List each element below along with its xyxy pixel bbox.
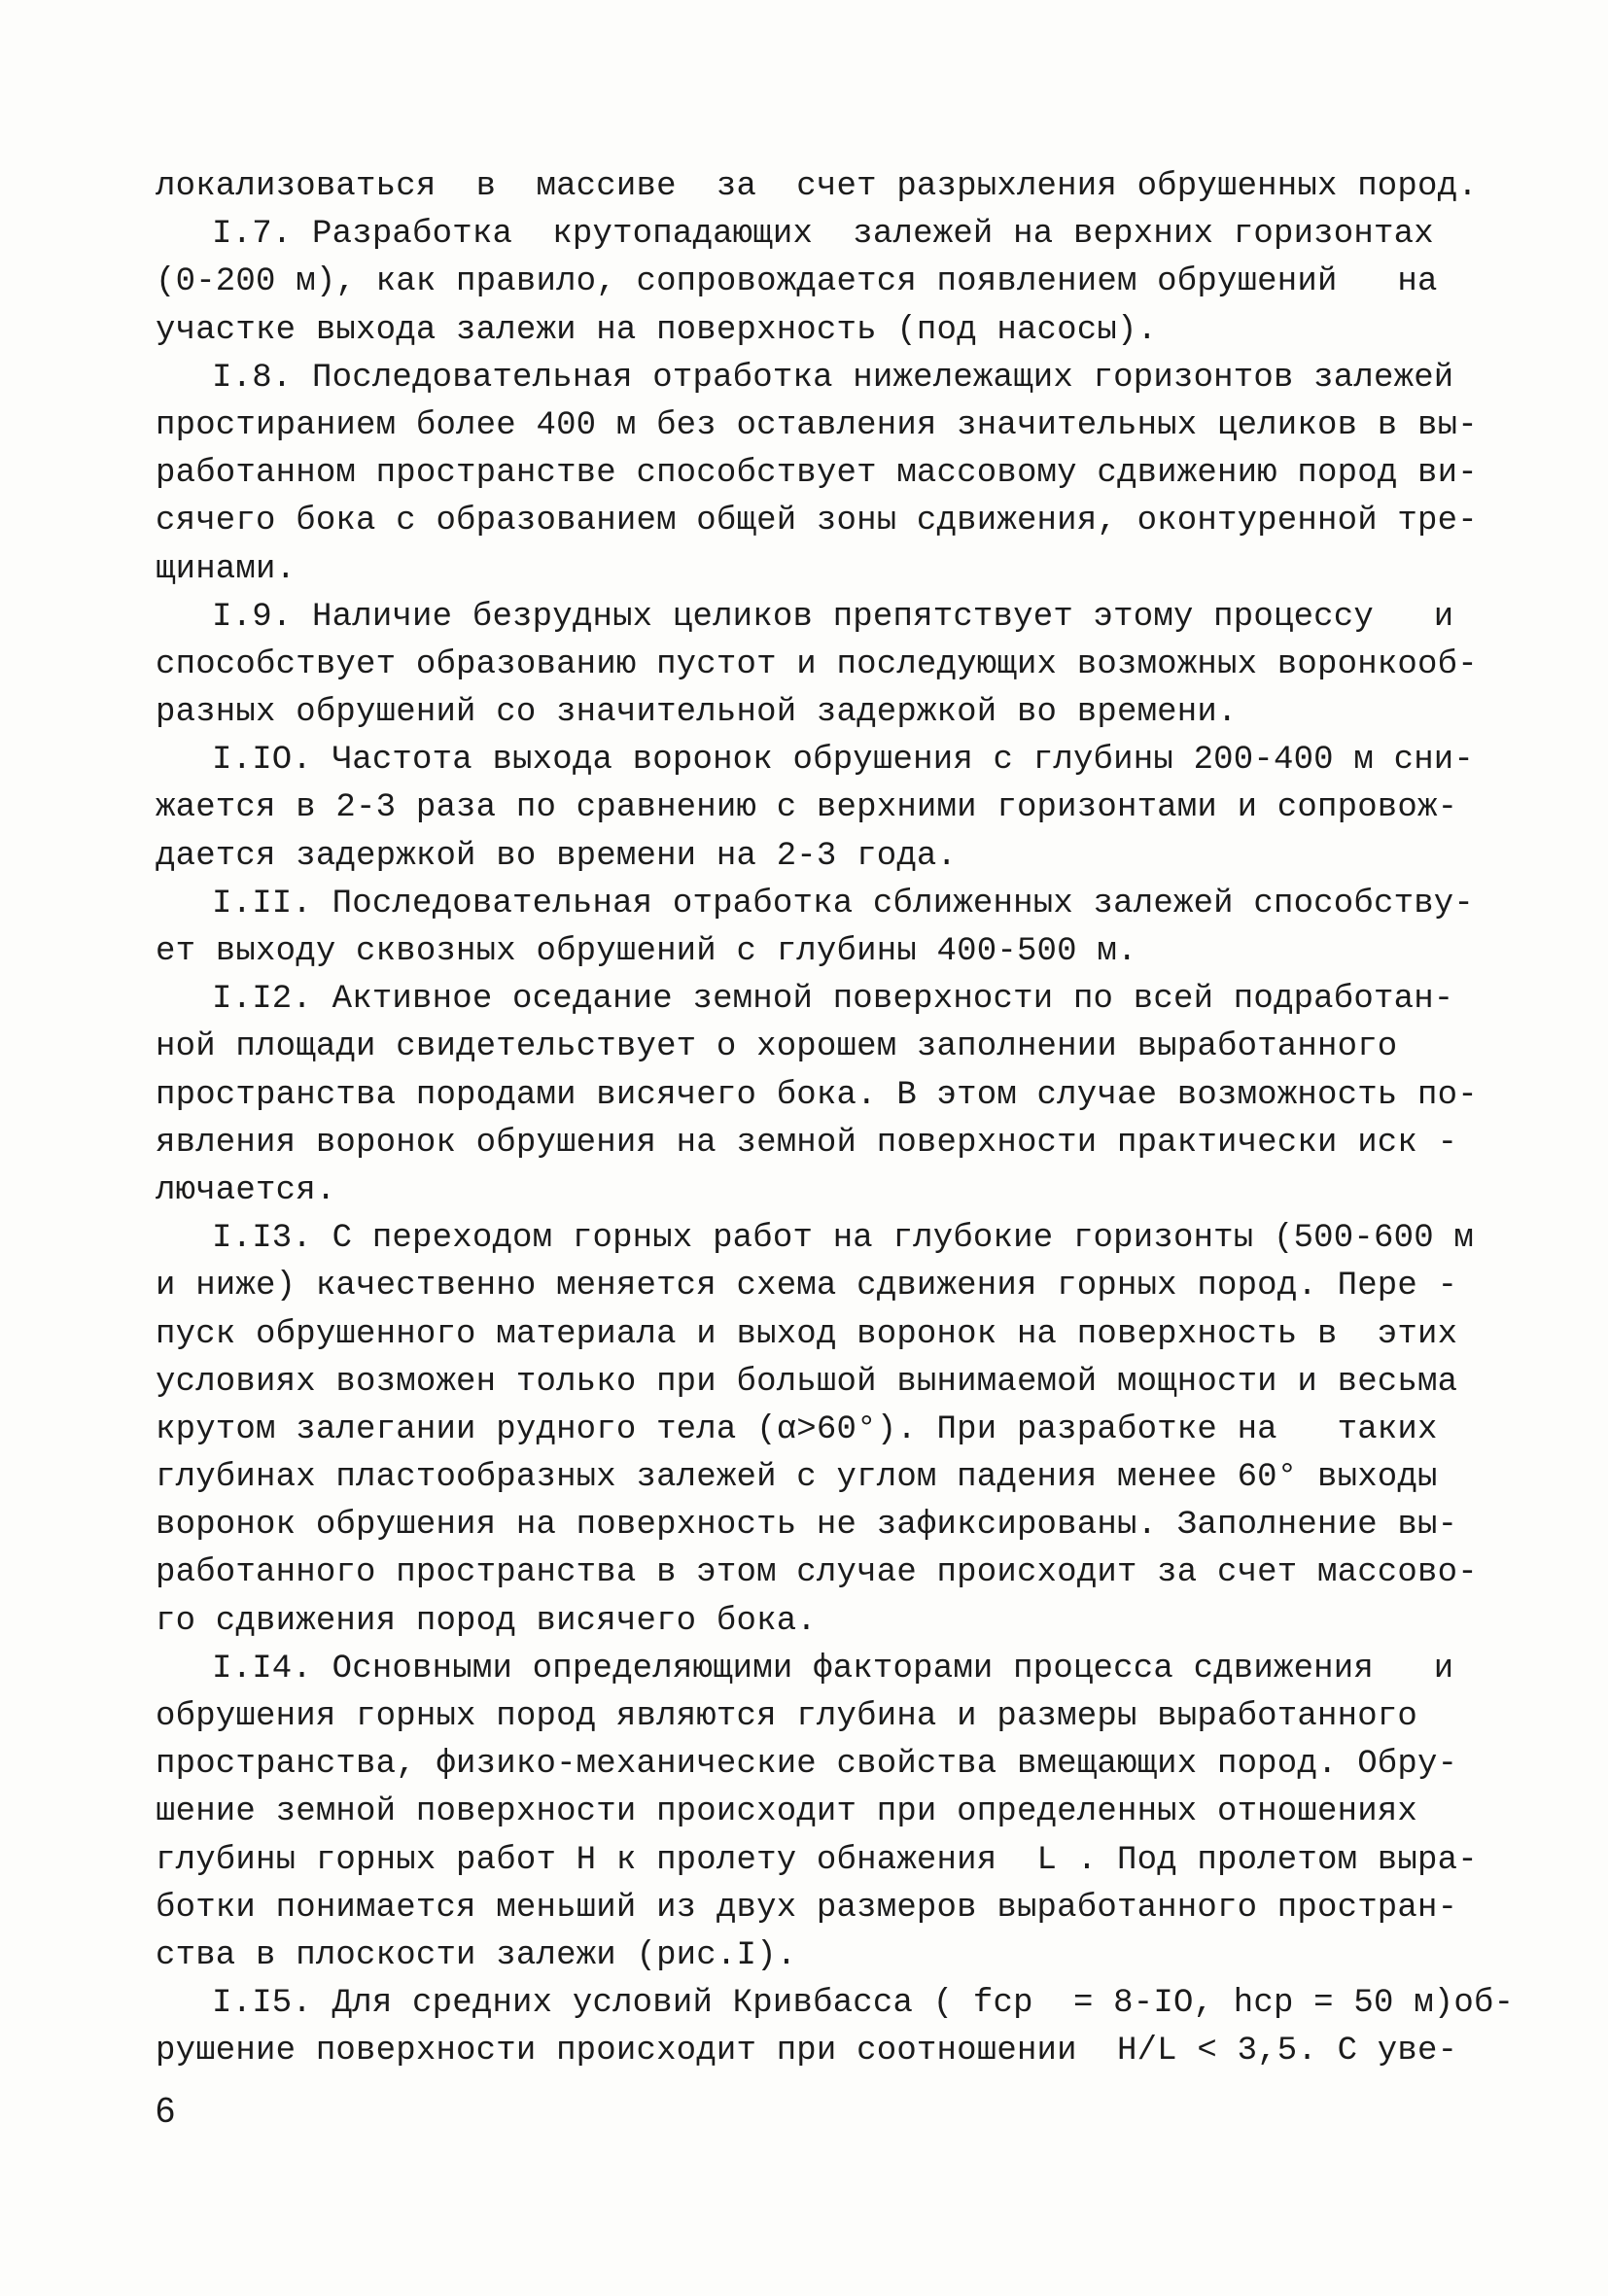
text-line: I.I4. Основными определяющими факторами процесса сдвижения и bbox=[212, 1650, 1454, 1687]
text-line: I.7. Разработка крутопадающих залежей на верхних горизонтах bbox=[212, 216, 1434, 254]
text-line: условиях возможен только при большой вынимаемой мощности и весьма bbox=[156, 1363, 1458, 1401]
text-line: го сдвижения пород висячего бока. bbox=[156, 1602, 817, 1640]
text-line: I.9. Наличие безрудных целиков препятствует этому процессу и bbox=[212, 598, 1454, 636]
text-line: I.I3. С переходом горных работ на глубокие горизонты (500-600 м bbox=[212, 1220, 1475, 1258]
text-line: способствует образованию пустот и последующих возможных воронкооб- bbox=[156, 645, 1478, 683]
text-line: глубинах пластообразных залежей с углом падения менее 60° выходы bbox=[156, 1459, 1438, 1497]
text-line: ет выходу сквозных обрушений с глубины 400-500 м. bbox=[156, 933, 1137, 970]
text-line: дается задержкой во времени на 2-3 года. bbox=[156, 837, 958, 875]
text-line: разных обрушений со значительной задержкой во времени. bbox=[156, 694, 1238, 732]
text-line: пуск обрушенного материала и выход воронок на поверхность в этих bbox=[156, 1315, 1458, 1353]
text-line: (0-200 м), как правило, сопровождается появлением обрушений на bbox=[156, 263, 1438, 301]
text-line: простиранием более 400 м без оставления значительных целиков в вы- bbox=[156, 406, 1478, 444]
text-line: работанного пространства в этом случае происходит за счет массово- bbox=[156, 1554, 1478, 1592]
text-line: крутом залегании рудного тела (α>60°). При разработке на таких bbox=[156, 1410, 1438, 1448]
text-line: явления воронок обрушения на земной поверхности практически иск - bbox=[156, 1124, 1458, 1162]
text-line: I.8. Последовательная отработка нижележащих горизонтов залежей bbox=[212, 359, 1454, 397]
text-line: участке выхода залежи на поверхность (под насосы). bbox=[156, 311, 1158, 349]
text-line: ботки понимается меньший из двух размеров выработанного простран- bbox=[156, 1889, 1458, 1927]
text-line: рушение поверхности происходит при соотношении H/L < 3,5. С уве- bbox=[156, 2033, 1458, 2070]
text-line: сячего бока с образованием общей зоны сдвижения, оконтуренной тре- bbox=[156, 503, 1478, 540]
body-text bbox=[156, 163, 1515, 2076]
text-line: I.I5. Для средних условий Кривбасса ( fср = 8-IO, hср = 50 м)об- bbox=[212, 1985, 1515, 2023]
text-line: обрушения горных пород являются глубина и размеры выработанного bbox=[156, 1698, 1418, 1735]
text-line: шение земной поверхности происходит при определенных отношениях bbox=[156, 1793, 1418, 1831]
text-line: пространства породами висячего бока. В этом случае возможность по- bbox=[156, 1076, 1478, 1114]
text-line: работанном пространстве способствует массовому сдвижению пород ви- bbox=[156, 455, 1478, 493]
text-line: и ниже) качественно меняется схема сдвижения горных пород. Пере - bbox=[156, 1268, 1458, 1305]
text-line: I.II. Последовательная отработка сближенных залежей способству- bbox=[212, 885, 1475, 922]
text-line: пространства, физико-механические свойства вмещающих пород. Обру- bbox=[156, 1746, 1458, 1784]
page-number: 6 bbox=[156, 2090, 176, 2130]
text-line: I.I2. Активное оседание земной поверхности по всей подработан- bbox=[212, 981, 1454, 1019]
text-line: глубины горных работ H к пролету обнажения L . Под пролетом выра- bbox=[156, 1841, 1478, 1879]
text-line: жается в 2-3 раза по сравнению с верхними горизонтами и сопровож- bbox=[156, 789, 1458, 827]
text-line: щинами. bbox=[156, 550, 297, 588]
text-line: лючается. bbox=[156, 1171, 336, 1209]
text-line: ства в плоскости залежи (рис.I). bbox=[156, 1936, 797, 1974]
text-line: локализоваться в массиве за счет разрыхления обрушенных пород. bbox=[156, 168, 1478, 205]
text-line: ной площади свидетельствует о хорошем заполнении выработанного bbox=[156, 1028, 1398, 1066]
text-line: I.IO. Частота выхода воронок обрушения с глубины 200-400 м сни- bbox=[212, 742, 1475, 780]
text-line: воронок обрушения на поверхность не зафиксированы. Заполнение вы- bbox=[156, 1507, 1458, 1545]
